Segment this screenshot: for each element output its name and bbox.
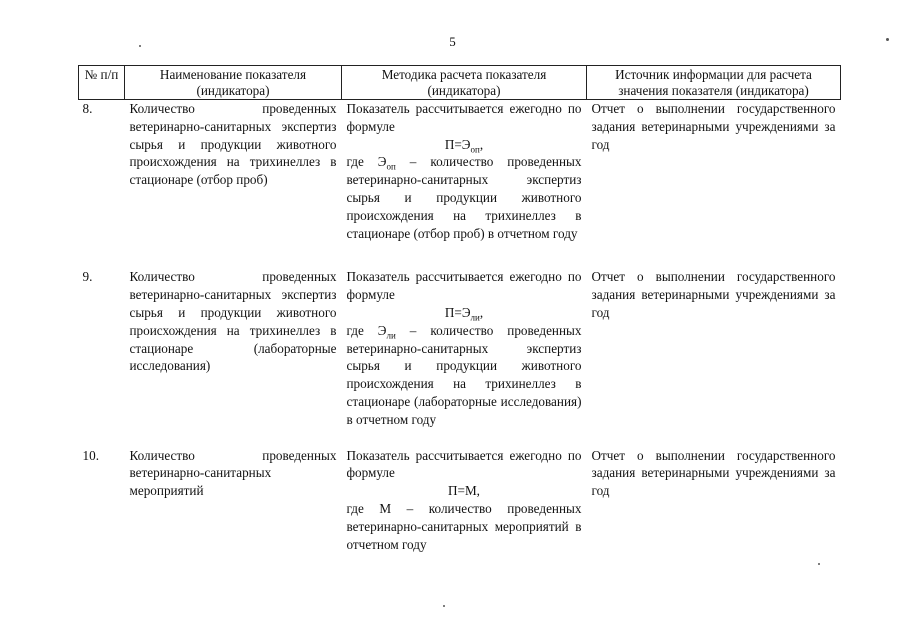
- formula-end: ,: [479, 136, 484, 152]
- formula: [347, 304, 582, 322]
- row-spacer: [79, 242, 841, 268]
- row-number: 8.: [82, 101, 93, 116]
- where-prefix: где Э: [346, 154, 387, 170]
- formula: [347, 482, 582, 500]
- scan-speck: [443, 605, 445, 607]
- formula-main: П=М,: [448, 483, 480, 499]
- formula: [347, 136, 582, 154]
- table-header-row: [79, 66, 841, 100]
- formula-explanation: [347, 153, 582, 242]
- information-source: Отчет о выполнении государственного задания ветеринарными учреждениями за год: [591, 269, 836, 320]
- where-rest: – количество проведенных ветеринарно-санитарных экспертиз сырья и продукции животного происхождения на трихинеллез в стационаре (лабораторные исследования) в отчетном году: [346, 322, 582, 427]
- formula-end: ,: [479, 304, 484, 320]
- table-row: [79, 268, 841, 428]
- formula-explanation: [347, 322, 582, 429]
- where-prefix: где Э: [346, 322, 387, 338]
- method-intro: Показатель рассчитывается ежегодно по формуле: [346, 101, 582, 134]
- where-rest: – количество проведенных ветеринарно-санитарных мероприятий в отчетном году: [346, 500, 582, 552]
- scan-speck: [139, 45, 141, 47]
- indicator-name: Количество проведенных ветеринарно-санитарных экспертиз сырья и продукции животного происхождения на трихинеллез в стационаре (отбор проб): [129, 101, 337, 188]
- indicator-name: Количество проведенных ветеринарно-санитарных экспертиз сырья и продукции животного происхождения на трихинеллез в стационаре (лабораторные исследования): [129, 269, 337, 374]
- where-rest: – количество проведенных ветеринарно-санитарных экспертиз сырья и продукции животного происхождения на трихинеллез в стационаре (отбор проб) в отчетном году: [346, 154, 582, 241]
- table-row: [79, 100, 841, 243]
- calculation-method: [342, 447, 587, 554]
- header-name: Наименование показателя (индикатора): [125, 66, 342, 100]
- where-subscript: оп: [386, 162, 396, 173]
- where-prefix: где М: [346, 500, 392, 516]
- formula-subscript: оп: [470, 144, 480, 155]
- information-source: Отчет о выполнении государственного задания ветеринарными учреждениями за год: [591, 101, 836, 152]
- where-subscript: ли: [386, 330, 396, 341]
- information-source: Отчет о выполнении государственного задания ветеринарными учреждениями за год: [591, 447, 836, 499]
- page-number: 5: [449, 34, 456, 49]
- header-source: Источник информации для расчета значения показателя (индикатора): [587, 66, 841, 100]
- scan-speck: [886, 38, 889, 41]
- row-spacer: [79, 429, 841, 447]
- formula-main: П=Э: [444, 136, 471, 152]
- row-number: 9.: [82, 269, 93, 285]
- calculation-method: [342, 268, 587, 428]
- header-method: Методика расчета показателя (индикатора): [342, 66, 587, 100]
- calculation-method: [342, 100, 587, 243]
- formula-main: П=Э: [444, 304, 471, 320]
- table-row: [79, 447, 841, 554]
- formula-explanation: [347, 500, 582, 553]
- indicator-name: Количество проведенных ветеринарно-санитарных мероприятий: [129, 447, 337, 499]
- row-number: 10.: [82, 447, 99, 463]
- formula-subscript: ли: [470, 312, 480, 323]
- method-intro: Показатель рассчитывается ежегодно по формуле: [346, 269, 582, 303]
- header-num: № п/п: [79, 66, 125, 100]
- indicators-table: [78, 65, 841, 553]
- scan-speck: [818, 563, 820, 565]
- method-intro: Показатель рассчитывается ежегодно по формуле: [346, 447, 582, 481]
